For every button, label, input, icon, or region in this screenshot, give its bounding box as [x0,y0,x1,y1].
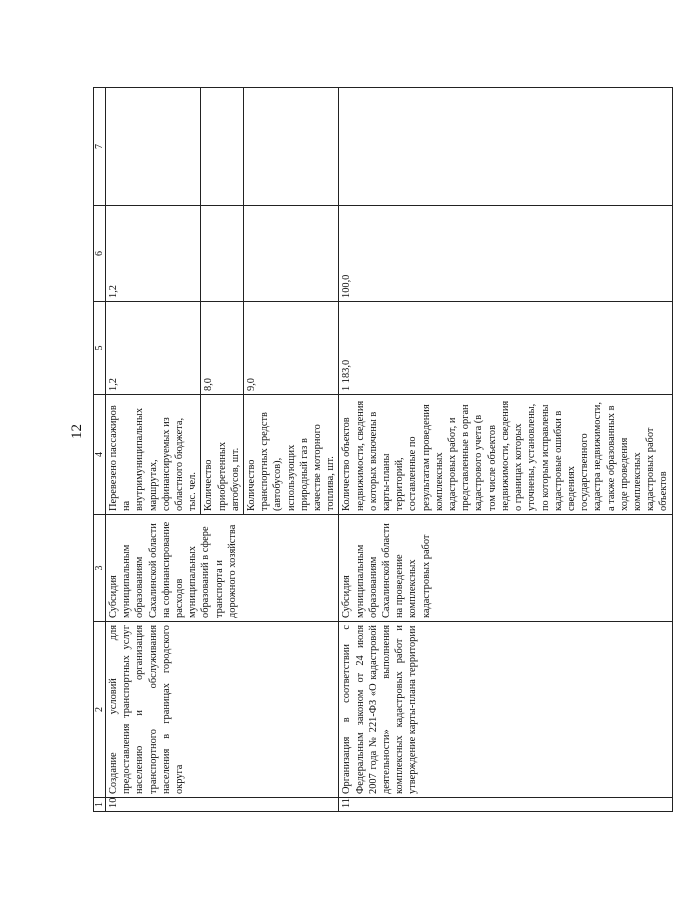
task-cell: Организация в соответствии с Федеральным законом от 24 июля 2007 года № 221-ФЗ «О кадастровой деятельности» выполнения комплексных кадастровых работ и утверждение карты-плана территории [339,622,672,798]
indicator-name: Количество транспортных средств (автобусов), использующих природный газ в качестве моторного топлива, шт. [244,395,339,515]
column-number: 1 [94,798,106,812]
row-number: 11 [339,798,672,812]
measure-cell: Субсидия муниципальным образованиям Сахалинской области на проведение комплексных кадастровых работ [339,515,672,622]
value-col5: 8,0 [201,302,244,395]
value-col7 [106,88,201,206]
task-cell: Создание условий для предоставления транспортных услуг населению и организация транспортного обслуживания населения в границах городского округа [106,622,339,798]
value-col6: 1,2 [106,206,201,302]
indicator-name: Перевезено пассажиров на внутримуниципальных маршрутах, софинансируемых из областного бюджета, тыс. чел. [106,395,201,515]
column-number-row [94,88,106,812]
data-table [93,87,673,812]
column-number: 6 [94,206,106,302]
value-col6 [244,206,339,302]
column-number: 2 [94,622,106,798]
value-col7 [339,88,672,206]
value-col5: 1,2 [106,302,201,395]
indicator-name: Количество объектов недвижимости, сведения о которых включены в карты-планы территорий, составленные по результатам проведения комплексных кадастровых работ, и представленные в орган кадастрового учета (в том числе объектов недвижимости, сведения о границах которых уточнены, установлены, по которым исправлены кадастровые ошибки в сведениях государственного кадастра недвижимости, а также образованных в ходе проведения комплексных кадастровых работ объектов [339,395,672,515]
value-col5: 1 183,0 [339,302,672,395]
column-number: 5 [94,302,106,395]
page-number: 12 [69,424,85,439]
value-col5: 9,0 [244,302,339,395]
value-col7 [201,88,244,206]
indicator-name: Количество приобретенных автобусов, шт. [201,395,244,515]
value-col7 [244,88,339,206]
rotated-table-frame [93,88,670,812]
column-number: 4 [94,395,106,515]
value-col6: 100,0 [339,206,672,302]
table-row [106,88,201,812]
row-number: 10 [106,798,339,812]
column-number: 3 [94,515,106,622]
value-col6 [201,206,244,302]
measure-cell: Субсидия муниципальным образованиям Сахалинской области на софинансирование расходов муниципальных образований в сфере транспорта и дорожного хозяйства [106,515,339,622]
column-number: 7 [94,88,106,206]
table-row [339,88,672,812]
